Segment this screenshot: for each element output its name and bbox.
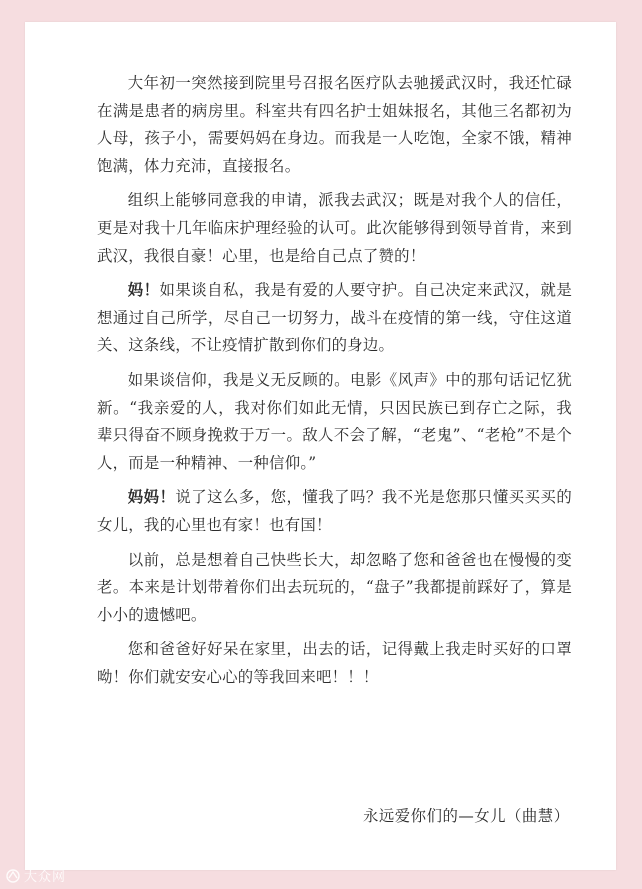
watermark [6, 866, 66, 885]
paragraph-5-text: 说了这么多，您，懂我了吗？我不光是您那只懂买买买的女儿，我的心里也有家！也有国！ [97, 488, 572, 534]
paragraph-2-text: 组织上能够同意我的申请，派我去武汉；既是对我个人的信任，更是对我十几年临床护理经验的认可。此次能够得到领导首肯，来到武汉，我很自豪！心里，也是给自己点了赞的！ [97, 191, 572, 265]
signature: 永远爱你们的—女儿（曲慧） [363, 807, 570, 825]
paragraph-3 [97, 277, 572, 360]
letter-body [97, 70, 572, 698]
watermark-text: 大众网 [24, 869, 67, 884]
paragraph-6 [97, 547, 572, 630]
paragraph-3-text: 如果谈自私，我是有爱的人要守护。自己决定来武汉，就是想通过自己所学，尽自己一切努力，战斗在疫情的第一线，守住这道关、这条线，不让疫情扩散到你们的身边。 [97, 281, 572, 355]
news-logo-icon [6, 869, 20, 883]
paragraph-4-text: 如果谈信仰，我是义无反顾的。电影《风声》中的那句话记忆犹新。“我亲爱的人，我对你们如此无情，只因民族已到存亡之际，我辈只得奋不顾身挽救于万一。敌人不会了解，“老鬼”、“老枪”不是个人，而是一种精神、一种信仰。” [97, 370, 572, 472]
paragraph-2 [97, 187, 572, 270]
paragraph-4 [97, 367, 572, 477]
paragraph-7 [97, 636, 572, 691]
paragraph-7-text: 您和爸爸好好呆在家里，出去的话，记得戴上我走时买好的口罩呦！你们就安安心心的等我回来吧！！！ [97, 640, 572, 686]
paragraph-6-text: 以前，总是想着自己快些长大，却忽略了您和爸爸也在慢慢的变老。本来是计划带着你们出去玩玩的，“盘子”我都提前踩好了，算是小小的遗憾吧。 [97, 550, 572, 624]
paragraph-1-text: 大年初一突然接到院里号召报名医疗队去驰援武汉时，我还忙碌在满是患者的病房里。科室共有四名护士姐妹报名，其他三名都初为人母，孩子小，需要妈妈在身边。而我是一人吃饱，全家不饿，精神饱满，体力充沛，直接报名。 [97, 74, 572, 175]
paragraph-1 [97, 70, 572, 180]
paragraph-5-lead: 妈妈！ [127, 488, 176, 507]
paragraph-5 [97, 484, 572, 539]
paragraph-3-lead: 妈！ [127, 281, 160, 300]
